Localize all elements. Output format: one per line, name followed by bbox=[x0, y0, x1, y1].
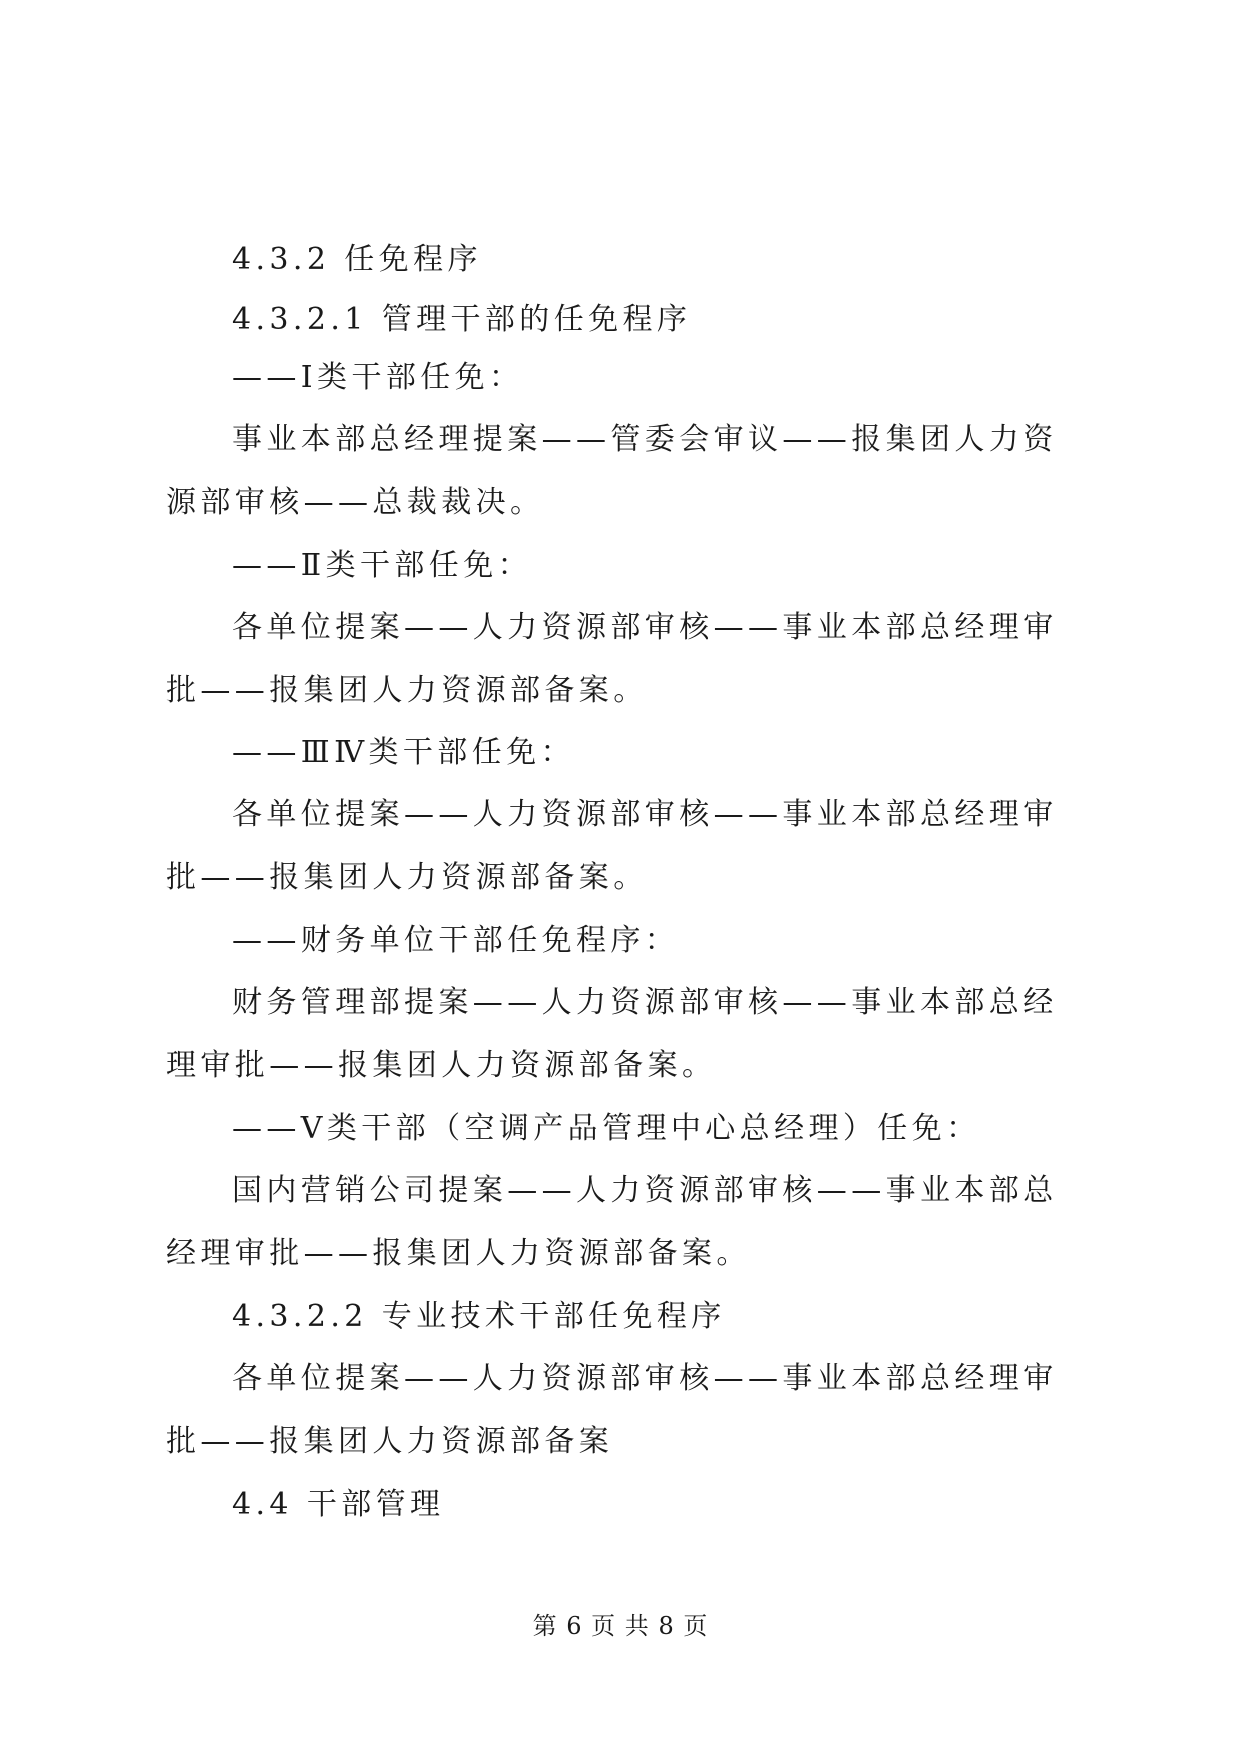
paragraph-body: 各单位提案——人力资源部审核——事业本部总经理审批——报集团人力资源部备案。 bbox=[166, 610, 1058, 708]
paragraph-body: 各单位提案——人力资源部审核——事业本部总经理审批——报集团人力资源部备案。 bbox=[166, 797, 1058, 895]
paragraph-body: 各单位提案——人力资源部审核——事业本部总经理审批——报集团人力资源部备案 bbox=[166, 1361, 1058, 1459]
paragraph-title: ——财务单位干部任免程序： bbox=[232, 923, 680, 958]
subsection-heading: 4.3.2.2 专业技术干部任免程序 bbox=[232, 1299, 726, 1334]
page-number-footer: 第 6 页 共 8 页 bbox=[532, 1612, 709, 1640]
paragraph-title: ——ⅢⅣ类干部任免： bbox=[232, 735, 575, 770]
section-heading: 4.3.2 任免程序 bbox=[232, 242, 482, 277]
subsection-heading: 4.3.2.1 管理干部的任免程序 bbox=[232, 302, 692, 337]
paragraph-title: ——Ⅰ类干部任免： bbox=[232, 360, 524, 395]
paragraph-title: ——Ⅱ类干部任免： bbox=[232, 548, 532, 583]
paragraph-body: 事业本部总经理提案——管委会审议——报集团人力资源部审核——总裁裁决。 bbox=[166, 422, 1058, 520]
paragraph-body: 财务管理部提案——人力资源部审核——事业本部总经理审批——报集团人力资源部备案。 bbox=[166, 985, 1058, 1083]
section-heading: 4.4 干部管理 bbox=[232, 1487, 445, 1522]
paragraph-body: 国内营销公司提案——人力资源部审核——事业本部总经理审批——报集团人力资源部备案。 bbox=[166, 1173, 1058, 1271]
paragraph-title: ——Ⅴ类干部（空调产品管理中心总经理）任免： bbox=[232, 1111, 981, 1146]
